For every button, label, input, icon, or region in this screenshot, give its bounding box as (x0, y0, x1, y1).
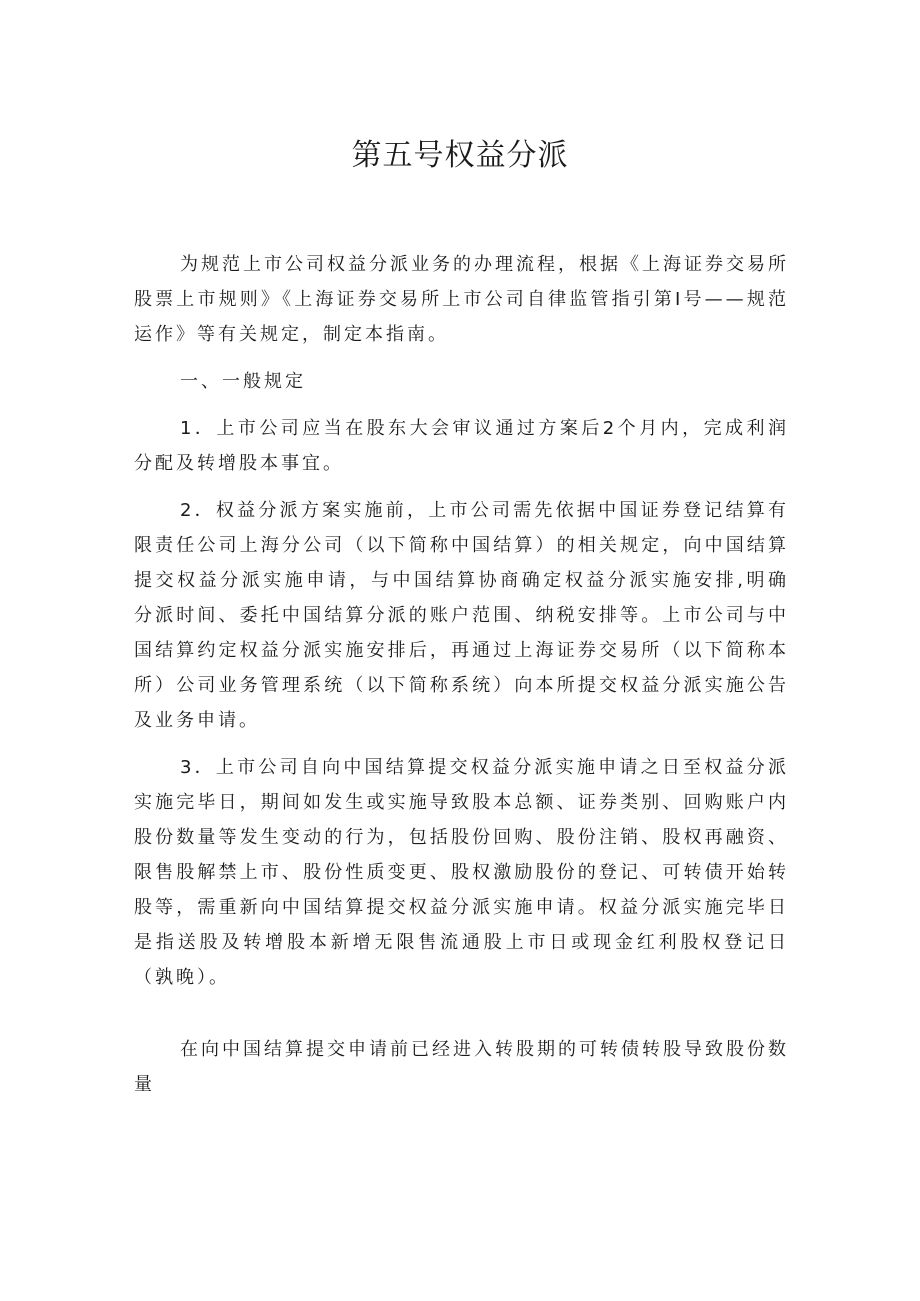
paragraph-item-1: 1．上市公司应当在股东大会审议通过方案后2个月内，完成利润分配及转增股本事宜。 (134, 418, 789, 474)
section-heading-general-provisions: 一、一般规定 (180, 371, 306, 392)
paragraph-item-3: 3．上市公司自向中国结算提交权益分派实施申请之日至权益分派实施完毕日，期间如发生或实施导致股本总额、证券类别、回购账户内股份数量等发生变动的行为，包括股份回购、股份注销、股权再融资、限售股解禁上市、股份性质变更、股权激励股份的登记、可转债开始转股等，需重新向中国结算提交权益分派实施申请。权益分派实施完毕日是指送股及转增股本新增无限售流通股上市日或现金红利股权登记日（孰晚）。 (134, 757, 789, 988)
document-title: 第五号权益分派 (351, 138, 569, 173)
paragraph-item-2: 2．权益分派方案实施前，上市公司需先依据中国证券登记结算有限责任公司上海分公司（以下简称中国结算）的相关规定，向中国结算提交权益分派实施申请，与中国结算协商确定权益分派实施安排,明确分派时间、委托中国结算分派的账户范围、纳税安排等。上市公司与中国结算约定权益分派实施安排后，再通过上海证券交易所（以下简称本所）公司业务管理系统（以下简称系统）向本所提交权益分派实施公告及业务申请。 (134, 500, 789, 731)
paragraph-intro: 为规范上市公司权益分派业务的办理流程，根据《上海证券交易所股票上市规则》《上海证券交易所上市公司自律监管指引第Ⅰ号——规范运作》等有关规定，制定本指南。 (134, 254, 789, 345)
document-body (134, 247, 789, 1114)
paragraph-continuation: 在向中国结算提交申请前已经进入转股期的可转债转股导致股份数量 (134, 1039, 789, 1095)
